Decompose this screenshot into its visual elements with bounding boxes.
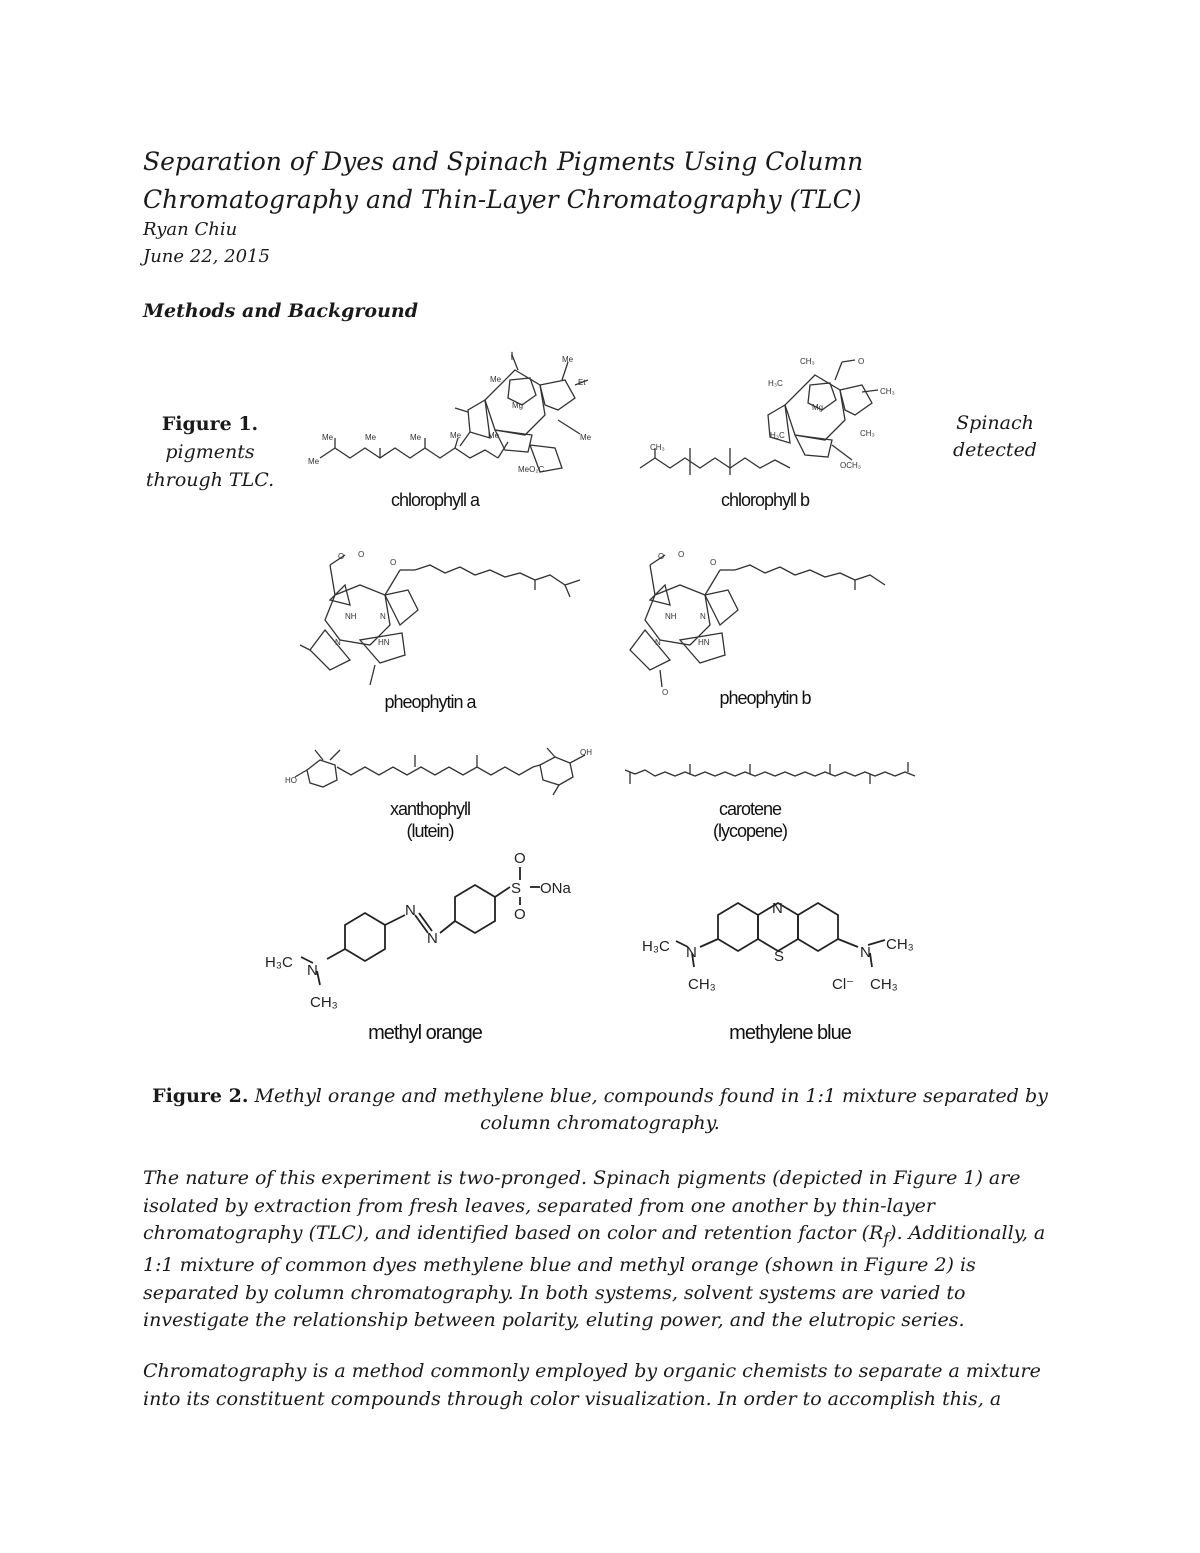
section-heading: Methods and Background bbox=[143, 300, 418, 322]
svg-text:O: O bbox=[390, 558, 397, 567]
svg-text:H₃C: H₃C bbox=[770, 431, 785, 440]
svg-text:Me: Me bbox=[365, 433, 377, 442]
svg-text:O: O bbox=[858, 357, 865, 366]
svg-text:Me: Me bbox=[410, 433, 422, 442]
pheophytin-a-label: pheophytin a bbox=[384, 692, 476, 712]
svg-text:N: N bbox=[335, 638, 341, 647]
svg-text:O: O bbox=[358, 550, 365, 559]
svg-text:CH₃: CH₃ bbox=[650, 443, 665, 452]
svg-text:Mg: Mg bbox=[512, 401, 524, 410]
svg-text:N: N bbox=[307, 962, 318, 979]
svg-text:Me: Me bbox=[450, 431, 462, 440]
methylene-blue-structure bbox=[640, 885, 940, 1005]
svg-text:S: S bbox=[511, 880, 522, 897]
svg-text:NH: NH bbox=[345, 612, 357, 621]
xanthophyll-name: xanthophyll bbox=[389, 799, 471, 819]
svg-text:Me: Me bbox=[488, 431, 500, 440]
svg-text:CH₃: CH₃ bbox=[860, 429, 875, 438]
svg-text:S: S bbox=[774, 948, 785, 965]
svg-text:CH₃: CH₃ bbox=[880, 387, 895, 396]
svg-text:HN: HN bbox=[378, 638, 390, 647]
figure1-caption-left: pigments through TLC. bbox=[145, 441, 275, 491]
svg-text:H₃C: H₃C bbox=[265, 954, 293, 971]
methyl-orange-structure bbox=[265, 845, 585, 1015]
figure2-caption-text: Methyl orange and methylene blue, compounds found in 1:1 mixture separated by column chromatography. bbox=[254, 1085, 1048, 1134]
paragraph-2: Chromatography is a method commonly employed by organic chemists to separate a mixture into its constituent compounds through color visualization. In order to accomplish this, a bbox=[143, 1360, 1041, 1410]
svg-text:CH₃: CH₃ bbox=[886, 936, 914, 953]
figure1-label: Figure 1. bbox=[161, 413, 259, 435]
methyl-orange-label: methyl orange bbox=[368, 1022, 482, 1044]
svg-text:HO: HO bbox=[285, 776, 297, 785]
lycopene-name: (lycopene) bbox=[712, 821, 788, 841]
svg-text:Me: Me bbox=[562, 355, 574, 364]
figure2-caption bbox=[140, 1083, 1060, 1137]
carotene-structure bbox=[620, 760, 920, 790]
carotene-label bbox=[690, 798, 810, 842]
svg-text:N: N bbox=[380, 612, 386, 621]
lutein-name: (lutein) bbox=[406, 821, 454, 841]
author: Ryan Chiu bbox=[143, 219, 238, 240]
methylene-blue-label: methylene blue bbox=[729, 1022, 851, 1044]
svg-text:OCH₃: OCH₃ bbox=[840, 461, 862, 470]
svg-text:CH₃: CH₃ bbox=[870, 976, 898, 993]
svg-text:∥: ∥ bbox=[510, 351, 514, 360]
svg-text:O: O bbox=[658, 552, 665, 561]
svg-text:O: O bbox=[514, 906, 526, 923]
svg-text:N: N bbox=[686, 944, 697, 961]
svg-text:N: N bbox=[405, 902, 416, 919]
xanthophyll-structure bbox=[285, 745, 605, 795]
svg-text:Mg: Mg bbox=[812, 403, 824, 412]
svg-text:Me: Me bbox=[308, 457, 320, 466]
figure1-caption bbox=[140, 410, 280, 494]
pheophytin-a-structure bbox=[290, 545, 600, 695]
svg-text:OH: OH bbox=[580, 748, 592, 757]
date: June 22, 2015 bbox=[143, 246, 270, 267]
carotene-name: carotene bbox=[718, 799, 782, 819]
svg-text:H₃C: H₃C bbox=[642, 938, 670, 955]
chlorophyll-a-label: chlorophyll a bbox=[390, 490, 480, 510]
svg-text:N: N bbox=[427, 930, 438, 947]
svg-text:CH₃: CH₃ bbox=[310, 994, 338, 1011]
paragraph-1-part2: ). Additionally, a 1:1 mixture of common dyes methylene blue and methyl orange (shown in Figure 2) is separated by column chromatography. In both systems, solvent systems are varied to investigate the relationship between polarity, eluting power, and the elutropic series. bbox=[143, 1222, 1046, 1332]
svg-text:NH: NH bbox=[665, 612, 677, 621]
svg-text:O: O bbox=[514, 850, 526, 867]
svg-text:N: N bbox=[655, 638, 661, 647]
svg-text:O: O bbox=[338, 552, 345, 561]
figure2-label: Figure 2. bbox=[152, 1085, 249, 1107]
paragraph-1 bbox=[143, 1165, 1063, 1335]
pheophytin-b-label: pheophytin b bbox=[719, 688, 811, 708]
svg-text:Me: Me bbox=[580, 433, 592, 442]
pheophytin-b-structure bbox=[620, 545, 900, 695]
svg-text:O: O bbox=[678, 550, 685, 559]
svg-text:Et: Et bbox=[578, 378, 586, 387]
figure1-caption-right: Spinach detected bbox=[953, 412, 1037, 461]
svg-text:O: O bbox=[662, 688, 669, 697]
svg-text:Me: Me bbox=[490, 375, 502, 384]
svg-text:MeO₂C: MeO₂C bbox=[518, 465, 545, 474]
svg-text:CH₃: CH₃ bbox=[688, 976, 716, 993]
paragraph-1-subscript: f bbox=[883, 1228, 890, 1248]
chlorophyll-a-structure bbox=[300, 350, 600, 490]
svg-text:N: N bbox=[772, 900, 783, 917]
document-title: Separation of Dyes and Spinach Pigments Using Column Chromatography and Thin-Layer Chromatography (TLC) bbox=[143, 147, 864, 214]
xanthophyll-label bbox=[360, 798, 500, 842]
svg-text:O: O bbox=[710, 558, 717, 567]
svg-text:CH₃: CH₃ bbox=[800, 357, 815, 366]
svg-text:ONa: ONa bbox=[540, 880, 571, 897]
chlorophyll-b-structure bbox=[630, 350, 900, 490]
svg-text:HN: HN bbox=[698, 638, 710, 647]
svg-text:N: N bbox=[860, 944, 871, 961]
svg-text:N: N bbox=[700, 612, 706, 621]
chlorophyll-b-label: chlorophyll b bbox=[720, 490, 810, 510]
svg-text:Cl⁻: Cl⁻ bbox=[832, 976, 855, 993]
svg-text:Me: Me bbox=[322, 433, 334, 442]
paragraph-1-part1: The nature of this experiment is two-pronged. Spinach pigments (depicted in Figure 1) are isolated by extraction from fresh leaves, separated from one another by thin-layer chromatography (TLC), and identified based on color and retention factor (R bbox=[143, 1167, 1021, 1244]
svg-text:H₃C: H₃C bbox=[768, 379, 783, 388]
